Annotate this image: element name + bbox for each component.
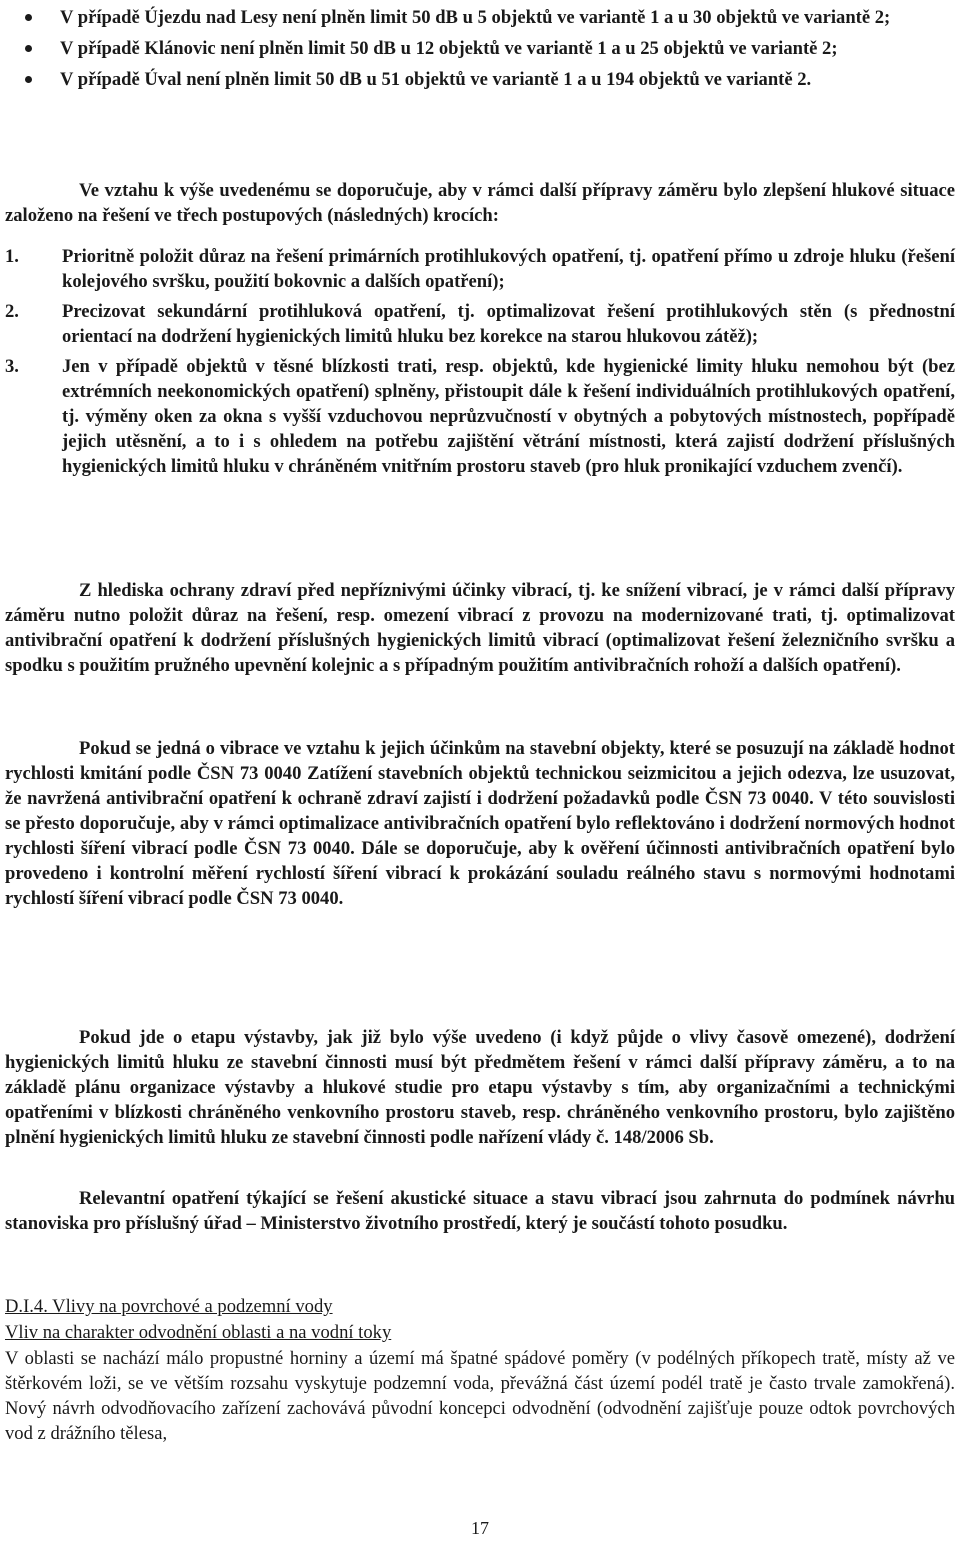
paragraph-recommendation: Ve vztahu k výše uvedenému se doporučuje, aby v rámci další přípravy záměru bylo zlepšení hlukové situace založeno na řešení ve třech postupových (následných) krocích: (5, 180, 955, 226)
step-item (5, 299, 955, 349)
bullet-list (5, 5, 955, 98)
bullet-text: V případě Klánovic není plněn limit 50 dB u 12 objektů ve variantě 1 a u 25 objektů ve variantě 2; (60, 38, 838, 59)
bullet-text: V případě Úval není plněn limit 50 dB u 51 objektů ve variantě 1 a u 194 objektů ve variantě 2. (60, 69, 812, 90)
step-text: Prioritně položit důraz na řešení primárních protihlukových opatření, tj. opatření přímo u zdroje hluku (řešení kolejového svršku, použití bokovnic a dalších opatření); (62, 246, 955, 292)
section-heading: D.I.4. Vlivy na povrchové a podzemní vody (5, 1296, 333, 1317)
bullet-text: V případě Újezdu nad Lesy není plněn limit 50 dB u 5 objektů ve variantě 1 a u 30 objektů ve variantě 2; (60, 7, 891, 28)
bullet-dot-icon (25, 14, 32, 21)
paragraph-vibration: Z hlediska ochrany zdraví před nepříznivými účinky vibrací, tj. ke snížení vibrací, je v rámci další přípravy záměru nutno položit důraz na řešení, resp. omezení vibrací z provozu na modernizované trati, tj. optimalizovat antivibrační opatření k dodržení příslušných hygienických limitů vibrací (optimalizovat řešení železničního svršku a spodku s použitím pružného upevnění kolejnic a s případným použitím antivibračních rohoží a dalších opatření). (5, 580, 955, 676)
bullet-item (5, 67, 955, 92)
step-text: Precizovat sekundární protihluková opatření, tj. optimalizovat řešení protihlukových stěn (s přednostní orientací na dodržení hygienických limitů hluku bez korekce na starou hlukovou zátěž); (62, 301, 955, 347)
step-item (5, 354, 955, 479)
paragraph-construction: Pokud jde o etapu výstavby, jak již bylo výše uvedeno (i když půjde o vlivy časově omezené), dodržení hygienických limitů hluku ze stavební činnosti musí být předmětem řešení v rámci další přípravy záměru, a to na základě plánu organizace výstavby a hlukové studie pro etapu výstavby s tím, aby organizačními a technickými opatřeními v blízkosti chráněného venkovního prostoru staveb, resp. chráněného venkovního prostoru, bylo zajištěno plnění hygienických limitů hluku ze stavební činnosti podle nařízení vlády č. 148/2006 Sb. (5, 1027, 955, 1148)
step-number: 2. (5, 301, 19, 322)
step-text: Jen v případě objektů v těsné blízkosti trati, resp. objektů, kde hygienické limity hluku nemohou být (bez extrémních neekonomických opatření) splněny, přistoupit dále k řešení individuálních protihlukových opatření, tj. výměny oken za okna s vyšší vzduchovou neprůzvučností v obytných a pobytových místnostech, popřípadě jejich utěsnění, a to i s ohledem na potřebu zajištění větrání místnosti, která zajistí dodržení příslušných hygienických limitů hluku v chráněném vnitřním prostoru staveb (pro hluk pronikající vzduchem zvenčí). (62, 356, 955, 477)
step-item (5, 244, 955, 294)
step-number: 1. (5, 246, 19, 267)
bullet-dot-icon (25, 76, 32, 83)
bullet-dot-icon (25, 45, 32, 52)
subsection-heading: Vliv na charakter odvodnění oblasti a na vodní toky (5, 1322, 392, 1343)
bullet-item (5, 5, 955, 30)
page-number: 17 (471, 1518, 489, 1538)
paragraph-buildings: Pokud se jedná o vibrace ve vztahu k jejich účinkům na stavební objekty, které se posuzují na základě hodnot rychlosti kmitání podle ČSN 73 0040 Zatížení stavebních objektů technickou seizmicitou a jejich odezva, lze usuzovat, že navržená antivibrační opatření k ochraně zdraví zajistí i dodržení požadavků podle ČSN 73 0040. V této souvislosti se přesto doporučuje, aby v rámci optimalizace antivibračních opatření bylo reflektováno i dodržení normových hodnot rychlosti šíření vibrací podle ČSN 73 0040. Dále se doporučuje, aby k ověření účinnosti antivibračních opatření bylo provedeno i kontrolní měření rychlostí šíření vibrací k prokázání souladu reálného stavu s normovými hodnotami rychlostí šíření vibrací podle ČSN 73 0040. (5, 738, 955, 909)
steps-list (5, 244, 955, 484)
step-number: 3. (5, 356, 19, 377)
paragraph-water: V oblasti se nachází málo propustné horniny a území má špatné spádové poměry (v podélných příkopech tratě, místy až ve štěrkovém loži, se ve větším rozsahu vyskytuje podzemní voda, převážná část území podél tratě je často trvale zamokřená). Nový návrh odvodňovacího zařízení zachovává původní koncepci odvodnění (odvodnění zajišťuje pouze odtok povrchových vod z drážního tělesa, (5, 1348, 955, 1444)
paragraph-relevant: Relevantní opatření týkající se řešení akustické situace a stavu vibrací jsou zahrnuta do podmínek návrhu stanoviska pro příslušný úřad – Ministerstvo životního prostředí, který je součástí tohoto posudku. (5, 1188, 955, 1234)
bullet-item (5, 36, 955, 61)
